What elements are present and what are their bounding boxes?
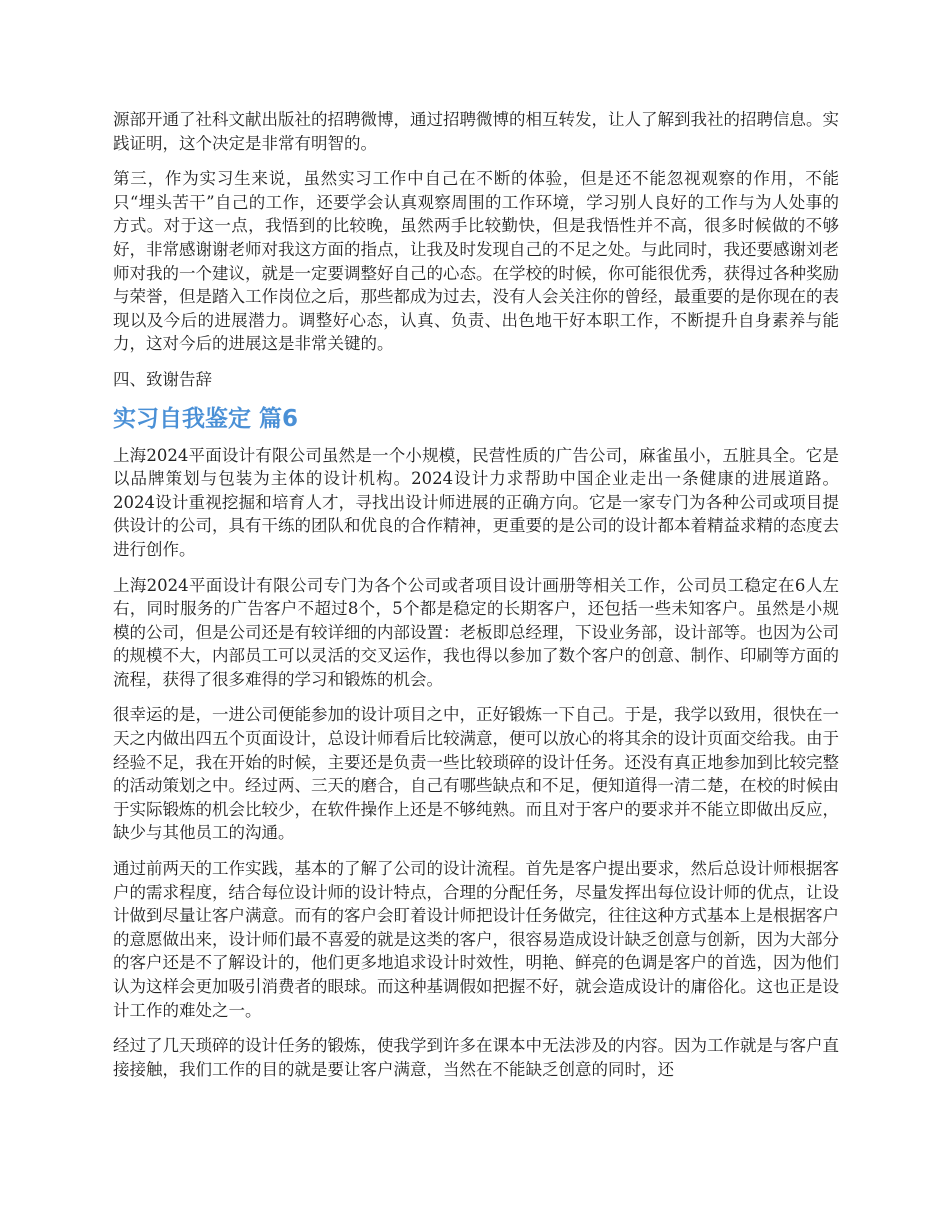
paragraph-company-intro: 上海2024平面设计有限公司虽然是一个小规模，民营性质的广告公司，麻雀虽小，五脏具全。它是以品牌策划与包装为主体的设计机构。2024设计力求帮助中国企业走出一条健康的进展道路。2024设计重视挖掘和培育人才，寻找出设计师进展的正确方向。它是一家专门为各种公司或项目提供设计的公司，具有干练的团队和优良的合作精神，更重要的是公司的设计都本着精益求精的态度去进行创作。 [113,445,839,559]
paragraph-learning: 经过了几天琐碎的设计任务的锻炼，使我学到许多在课本中无法涉及的内容。因为工作就是与客户直接接触，我们工作的目的就是要让客户满意，当然在不能缺乏创意的同时，还 [113,1036,839,1079]
document-page [113,108,839,1093]
paragraph-first-project: 很幸运的是，一进公司便能参加的设计项目之中，正好锻炼一下自己。于是，我学以致用，很快在一天之内做出四五个页面设计，总设计师看后比较满意，便可以放心的将其余的设计页面交给我。由于经验不足，我在开始的时候，主要还是负责一些比较琐碎的设计任务。还没有真正地参加到比较完整的活动策划之中。经过两、三天的磨合，自己有哪些缺点和不足，便知道得一清二楚，在校的时候由于实际锻炼的机会比较少，在软件操作上还是不够纯熟。而且对于客户的要求并不能立即做出反应，缺少与其他员工的沟通。 [113,705,839,843]
paragraph-company-structure: 上海2024平面设计有限公司专门为各个公司或者项目设计画册等相关工作，公司员工稳定在6人左右，同时服务的广告客户不超过8个，5个都是稳定的长期客户，还包括一些未知客户。虽然是小规模的公司，但是公司还是有较详细的内部设置：老板即总经理，下设业务部，设计部等。也因为公司的规模不大，内部员工可以灵活的交叉运作，我也得以参加了数个客户的创意、制作、印刷等方面的流程，获得了很多难得的学习和锻炼的机会。 [113,575,839,689]
paragraph-third-point: 第三，作为实习生来说，虽然实习工作中自己在不断的体验，但是还不能忽视观察的作用，不能只“埋头苦干”自己的工作，还要学会认真观察周围的工作环境，学习别人良好的工作与为人处事的方式。对于这一点，我悟到的比较晚，虽然两手比较勤快，但是我悟性并不高，很多时候做的不够好，非常感谢谢老师对我这方面的指点，让我及时发现自己的不足之处。与此同时，我还要感谢刘老师对我的一个建议，就是一定要调整好自己的心态。在学校的时候，你可能很优秀，获得过各种奖励与荣誉，但是踏入工作岗位之后，那些都成为过去，没有人会关注你的曾经，最重要的是你现在的表现以及今后的进展潜力。调整好心态，认真、负责、出色地干好本职工作，不断提升自身素养与能力，这对今后的进展这是非常关键的。 [113,169,839,354]
paragraph-design-process: 通过前两天的工作实践，基本的了解了公司的设计流程。首先是客户提出要求，然后总设计师根据客户的需求程度，结合每位设计师的设计特点，合理的分配任务，尽量发挥出每位设计师的优点，让设计做到尽量让客户满意。而有的客户会盯着设计师把设计任务做完，往往这种方式基本上是根据客户的意愿做出来，设计师们最不喜爱的就是这类的客户，很容易造成设计缺乏创意与创新，因为大部分的客户还是不了解设计的，他们更多地追求设计时效性，明艳、鲜亮的色调是客户的首选，因为他们认为这样会更加吸引消费者的眼球。而这种基调假如把握不好，就会造成设计的庸俗化。这也正是设计工作的难处之一。 [113,859,839,1020]
section-heading-thanks: 四、致谢告辞 [113,369,212,389]
paragraph-recruitment-weibo: 源部开通了社科文献出版社的招聘微博，通过招聘微博的相互转发，让人了解到我社的招聘信息。实践证明，这个决定是非常有明智的。 [113,110,839,153]
article-heading: 实习自我鉴定 篇6 [113,405,299,432]
